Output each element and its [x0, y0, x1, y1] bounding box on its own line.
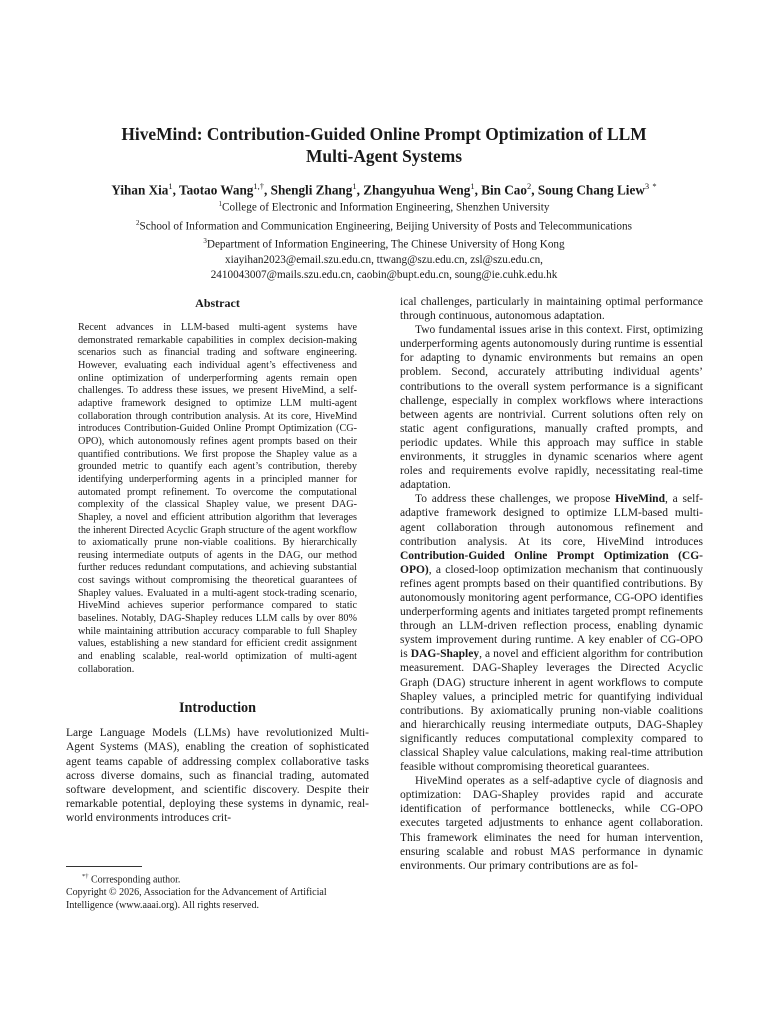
affil-sup: 1	[218, 200, 223, 208]
p3-text-c: , a self-adaptive framework designed to optimize LLM-based multi-agent collaboration through autonomous refinement and contribution analysis. At its core, HiveMind introduces	[400, 493, 703, 548]
intro-paragraph-3	[400, 492, 703, 774]
affiliation-line	[40, 234, 728, 253]
affiliation-line	[40, 216, 728, 235]
p3-text-e: , a closed-loop optimization mechanism that continuously refines agent prompts based on their quantified contributions. By autonomously monitoring agent performance, CG-OPO identifies underperforming agents and initiates targeted prompt refinements through an LLM-driven reflection process, enabling dynamic system improvement during runtime. A key enabler of CG-OPO is	[400, 563, 703, 661]
author-name: Bin Cao	[481, 182, 527, 198]
affil-text: Department of Information Engineering, The Chinese University of Hong Kong	[206, 239, 565, 252]
email-line-1: xiayihan2023@email.szu.edu.cn, ttwang@szu.edu.cn, zsl@szu.edu.cn,	[225, 254, 543, 267]
author-asterisk: *	[652, 181, 657, 191]
author-affil-sup: 3	[644, 181, 650, 191]
affil-sup: 3	[203, 237, 207, 246]
paper-title	[60, 123, 708, 167]
author-name: Taotao Wang	[179, 182, 254, 198]
affil-text: School of Information and Communication Engineering, Beijing University of Posts and Telecommunications	[139, 220, 632, 233]
author-affil-sup: 1	[470, 181, 475, 191]
abstract-text: Recent advances in LLM-based multi-agent systems have demonstrated remarkable capabilities in complex decision-making scenarios such as financial trading and software engineering. However, evaluating each individual agent’s effectiveness and online optimization of underperforming agents remain open challenges. To address these issues, we present HiveMind, a self-adaptive framework designed to optimize LLM multi-agent collaboration through contribution analysis. At its core, HiveMind introduces Contribution-Guided Online Prompt Optimization (CG-OPO), which autonomously refines agent prompts based on their quantified contributions. We first propose the Shapley value as a grounded metric to quantify each agent’s contribution, thereby identifying underperforming agents in a principled manner for automated prompt refinement. To overcome the computational complexity of the classical Shapley value, we present DAG-Shapley, a novel and efficient attribution algorithm that leverages the inherent Directed Acyclic Graph structure of the agent workflow to axiomatically prune non-viable coalitions. By hierarchically reusing intermediate outputs of agents in the DAG, our method further reduces redundant computations, and achieving substantial cost savings without compromising the theoretical guarantees of Shapley values. Evaluated in a multi-agent stock-trading scenario, HiveMind achieves superior performance compared to static baselines. Notably, DAG-Shapley reduces LLM calls by over 80% while maintaining attribution accuracy comparable to full Shapley values, establishing a new standard for efficient credit assignment and enabling scalable, real-world optimization of multi-agent collaboration.	[78, 322, 357, 675]
affil-text: College of Electronic and Information Engineering, Shenzhen University	[222, 201, 550, 214]
title-line-1: HiveMind: Contribution-Guided Online Prompt Optimization of LLM	[121, 124, 647, 144]
corresponding-author-text: Corresponding author.	[91, 874, 181, 886]
hivemind-bold: HiveMind	[615, 493, 665, 506]
author-affil-sup: 2	[527, 181, 532, 191]
author-list: Yihan Xia$^1$, Taotao Wang$^{1,\dagger}$, Shengli Zhang$^1$, Zhangyuhua Weng$^1$, Bin Cao$^2$, Soung Chang Liew$^3$ *	[111, 181, 657, 198]
intro-paragraph-2: Two fundamental issues arise in this context. First, optimizing underperforming agents autonomously during runtime is essential for adapting to dynamic environments but remains an open problem. Second, accurately attributing individual agents’ contributions to the overall system performance is a significant challenge, especially in complex workflows where interactions between agents are nontrivial. Current solutions often rely on static agent configurations, manually crafted prompts, and periodic updates. While this approach may suffice in stable environments, it struggles in dynamic scenarios where agent roles and requirements evolve rapidly, necessitating real-time adaptation.	[400, 324, 703, 492]
author-affil-sup: 1	[168, 181, 173, 191]
author-name: Yihan Xia	[111, 182, 169, 198]
author-affil-sup: 1,†	[253, 181, 265, 191]
author-name: Soung Chang Liew	[537, 182, 645, 198]
title-line-2: Multi-Agent Systems	[305, 146, 462, 166]
p3-text-g: , a novel and efficient algorithm for contribution measurement. DAG-Shapley leverages the Directed Acyclic Graph (DAG) structure inherent in agent workflows to compute Shapley values, a principled metric for quantifying individual contributions. By axiomatically pruning non-viable coalitions and hierarchically reusing intermediate outputs, DAG-Shapley significantly reduces computational complexity compared to classical Shapley value calculations, making real-time attribution feasible without compromising theoretical guarantees.	[400, 648, 703, 774]
cg-opo-bold: Contribution-Guided Online Prompt Optimization (CG-OPO)	[400, 549, 703, 576]
left-column	[66, 295, 369, 825]
email-line-2: 2410043007@mails.szu.edu.cn, caobin@bupt.edu.cn, soung@ie.cuhk.edu.hk	[210, 269, 558, 282]
affil-sup: 2	[136, 218, 140, 227]
intro-paragraph-1: Large Language Models (LLMs) have revolutionized Multi-Agent Systems (MAS), enabling the creation of sophisticated agent teams capable of addressing complex collaborative tasks across diverse domains, such as financial trading, automated software development, and scientific discovery. Despite their remarkable potential, deploying these systems in dynamic, real-world environments introduces crit-	[66, 727, 369, 824]
corresponding-author-note	[66, 870, 369, 886]
intro-paragraph-4: HiveMind operates as a self-adaptive cycle of diagnosis and optimization: DAG-Shapley provides rapid and accurate identification of performance bottlenecks, while CG-OPO executes targeted adjustments to enhance agent collaboration. This framework eliminates the need for human intervention, ensuring scalable and robust MAS performance in dynamic environments. Our primary contributions are as fol-	[400, 775, 703, 872]
p3-text-a: To address these challenges, we propose	[415, 493, 616, 506]
footnote-rule	[66, 866, 142, 867]
intro-paragraph-continued: ical challenges, particularly in maintaining optimal performance through continuous, autonomous adaptation.	[400, 296, 703, 323]
affiliations	[40, 197, 728, 283]
author-affil-sup: 1	[352, 181, 357, 191]
footnote	[66, 870, 369, 912]
right-column	[400, 295, 703, 873]
affiliation-line	[40, 197, 728, 216]
introduction-heading: Introduction	[179, 700, 256, 717]
abstract-heading: Abstract	[195, 296, 240, 310]
footnote-sup: *†	[82, 873, 89, 880]
dag-shapley-bold: DAG-Shapley	[410, 648, 480, 661]
author-name: Zhangyuhua Weng	[363, 182, 471, 198]
author-name: Shengli Zhang	[270, 182, 353, 198]
copyright-note: Copyright © 2026, Association for the Advancement of Artificial Intelligence (www.aaai.org). All rights reserved.	[66, 887, 327, 912]
